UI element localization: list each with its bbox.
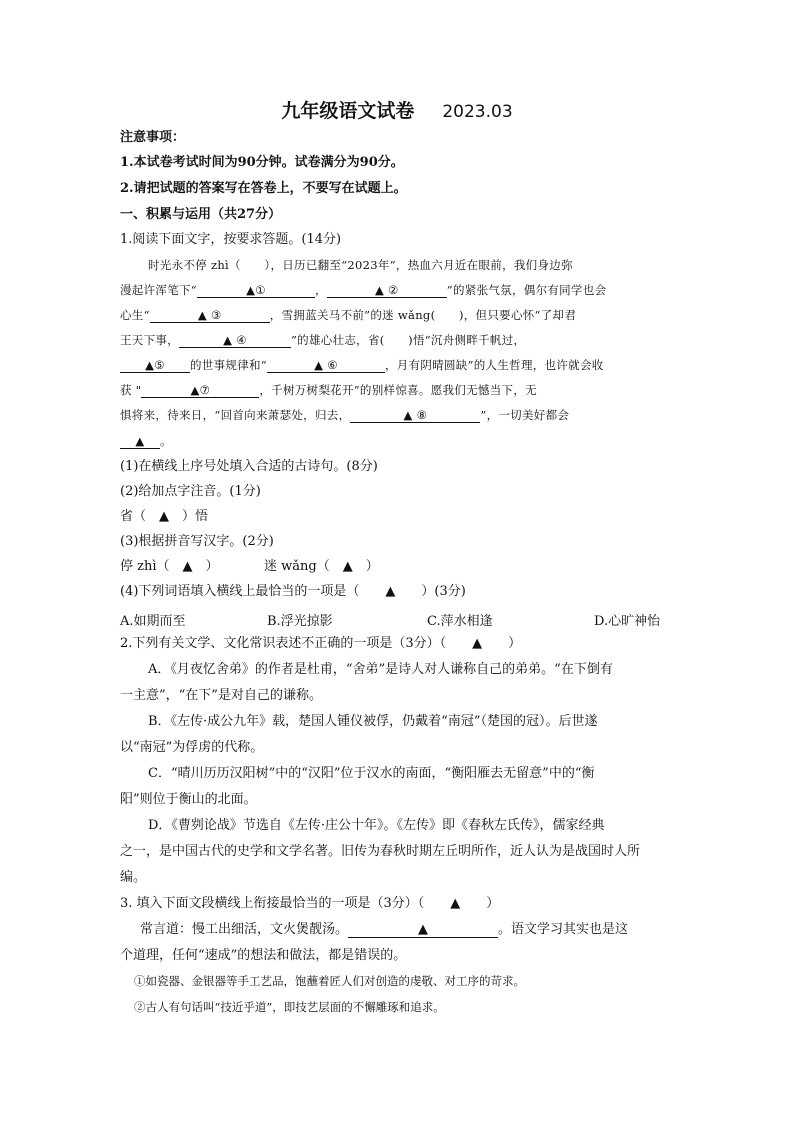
q2-option-a-cont: 一主意”，“在下”是对自己的谦称。 [120, 688, 322, 703]
title-text: 九年级语文试卷 [281, 100, 415, 122]
passage-text: 心生“ [120, 308, 150, 322]
q1-sub-3-answer-b[interactable]: 迷 wǎng（ ▲ ） [264, 559, 379, 574]
q3-text-line-1 [140, 921, 628, 939]
option-d[interactable]: D.心旷神怡 [594, 614, 661, 629]
q2-prompt: 2.下列有关文学、文化常识表述不正确的一项是（3分）（ ▲ ） [120, 636, 522, 651]
passage-line-2 [120, 281, 606, 299]
q3-option-1: ①如瓷器、金银器等手工艺品，饱蘸着匠人们对创造的虔敬、对工序的苛求。 [134, 974, 525, 988]
passage-text: 的世事规律和“ [190, 358, 267, 372]
passage-text: ”的紧张气氛，偶尔有同学也会 [446, 283, 607, 297]
passage-line-8 [120, 432, 172, 450]
passage-text: ，雪拥蓝关马不前”的迷 wǎng( )，但只要心怀“了却君 [269, 308, 577, 322]
q1-sub-4: (4)下列词语填入横线上最恰当的一项是（ ▲ ）(3分) [120, 584, 466, 599]
blank-4[interactable]: ▲ ④ [179, 333, 291, 348]
exam-title [0, 96, 794, 123]
passage-line-4 [120, 331, 525, 349]
option-c[interactable]: C.萍水相逢 [427, 614, 493, 629]
q1-sub-3-answer-a[interactable]: 停 zhì（ ▲ ） [120, 559, 219, 574]
passage-line-3 [120, 306, 576, 324]
option-a[interactable]: A.如期而至 [120, 614, 186, 629]
passage-text: ， [314, 283, 327, 297]
q1-sub-3: (3)根据拼音写汉字。(2分) [120, 534, 274, 549]
blank-8[interactable]: ▲ ⑧ [350, 408, 480, 423]
blank-1[interactable]: ▲① [197, 283, 315, 298]
q1-prompt: 1.阅读下面文字，按要求答题。(14分) [120, 232, 342, 247]
passage-text: ”，一切美好都会 [480, 408, 570, 422]
blank-2[interactable]: ▲ ② [327, 283, 447, 298]
passage-text: 。 [160, 434, 172, 448]
q1-sub-2: (2)给加点字注音。(1分) [120, 484, 261, 499]
blank-6[interactable]: ▲ ⑥ [267, 358, 385, 373]
passage-text: 获 " [120, 383, 142, 397]
passage-text: 王天下事， [120, 333, 179, 347]
passage-text: 漫起许浑笔下“ [120, 283, 197, 297]
notice-heading: 注意事项： [120, 130, 186, 145]
q2-option-d-cont: 之一，是中国古代的史学和文学名著。旧传为春秋时期左丘明所作，近人认为是战国时人所 [120, 844, 641, 859]
blank-7[interactable]: ▲⑦ [141, 383, 259, 398]
exam-date: 2023.03 [442, 102, 513, 122]
q2-option-b-cont: 以“南冠”为俘虏的代称。 [120, 740, 264, 755]
q3-blank[interactable]: ▲ [348, 923, 498, 938]
q1-sub-2-answer[interactable]: 省（ ▲ ）悟 [120, 509, 208, 524]
q3-prompt: 3. 填入下面文段横线上衔接最恰当的一项是（3分）（ ▲ ） [120, 896, 500, 911]
q2-option-c-cont: 阳”则位于衡山的北面。 [120, 792, 257, 807]
option-b[interactable]: B.浮光掠影 [267, 614, 333, 629]
q2-option-d[interactable]: D．《曹刿论战》节选自《左传·庄公十年》。《左传》即《春秋左氏传》，儒家经典 [148, 818, 605, 833]
passage-line-6 [120, 381, 537, 399]
passage-text: ，月有阴晴圆缺”的人生哲理，也许就会收 [384, 358, 604, 372]
blank-9[interactable]: ▲ [120, 434, 160, 449]
q3-text: 常言道：慢工出细活，文火煲靓汤。 [140, 922, 349, 937]
passage-text: ，千树万树梨花开”的别样惊喜。愿我们无憾当下，无 [259, 383, 537, 397]
notice-item-1: 1.本试卷考试时间为90分钟。试卷满分为90分。 [120, 155, 404, 170]
notice-item-2: 2.请把试题的答案写在答卷上，不要写在试题上。 [120, 181, 407, 196]
q3-text: 。语文学习其实也是这 [498, 922, 629, 937]
blank-3[interactable]: ▲ ③ [150, 308, 270, 323]
section-1-heading: 一、积累与运用（共27分） [120, 207, 282, 222]
passage-line-5 [120, 356, 604, 374]
q3-option-2: ②古人有句话叫“技近乎道”，即技艺层面的不懈雕琢和追求。 [134, 1000, 445, 1014]
q2-option-c[interactable]: C．“晴川历历汉阳树”中的“汉阳”位于汉水的南面，“衡阳雁去无留意”中的“衡 [148, 766, 595, 781]
passage-line-7 [120, 406, 569, 424]
q2-option-d-cont-2: 编。 [120, 870, 147, 885]
q3-text-line-2: 个道理，任何“速成”的想法和做法，都是错误的。 [120, 948, 407, 963]
q2-option-b[interactable]: B．《左传·成公九年》载，楚国人锺仪被俘，仍戴着“南冠”（楚国的冠）。后世遂 [148, 714, 598, 729]
blank-5[interactable]: ▲⑤ [120, 358, 190, 373]
passage-line-1: 时光永不停 zhì（ ），日历已翻至“2023年”，热血六月近在眼前，我们身边弥 [148, 258, 573, 272]
passage-text: ”的雄心壮志，省( )悟“沉舟侧畔千帆过， [291, 333, 526, 347]
q1-sub-1: (1)在横线上序号处填入合适的古诗句。(8分) [120, 459, 378, 474]
q2-option-a[interactable]: A．《月夜忆舍弟》的作者是杜甫，“舍弟”是诗人对人谦称自己的弟弟。“在下倒有 [148, 662, 613, 677]
passage-text: 惧将来，待来日，“回首向来萧瑟处，归去， [120, 408, 351, 422]
